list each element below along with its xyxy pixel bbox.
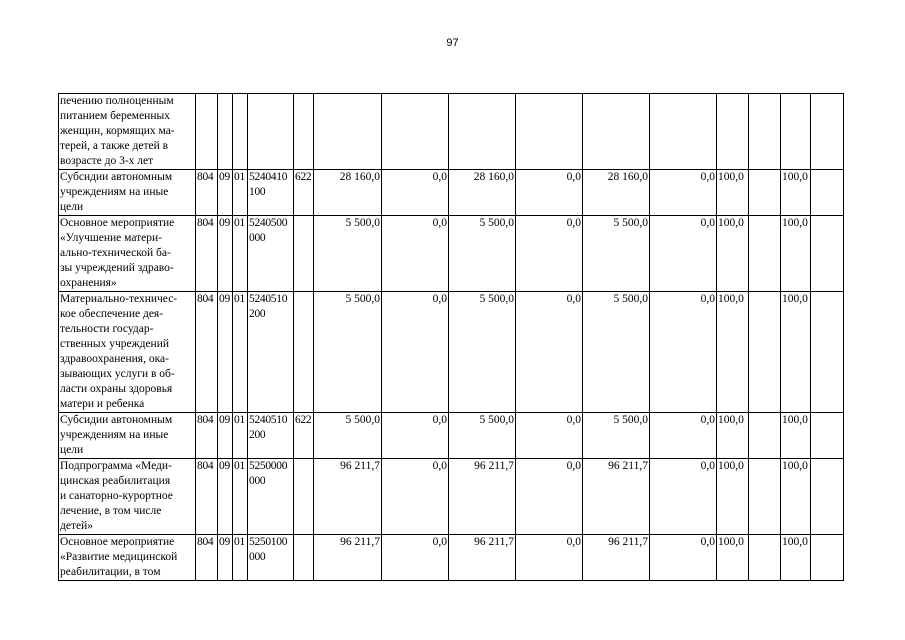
cell-amount-1: 96 211,7 xyxy=(314,535,382,581)
cell-name: Основное мероприятие «Развитие медицинской реабилитации, в том xyxy=(59,535,196,581)
cell-amount-3: 28 160,0 xyxy=(449,170,516,216)
cell-amount-1: 28 160,0 xyxy=(314,170,382,216)
table-row xyxy=(59,535,844,581)
table-row xyxy=(59,413,844,459)
table-row xyxy=(59,94,844,170)
cell-csr: 5240510 200 xyxy=(248,292,294,413)
cell-rz: 09 xyxy=(218,170,233,216)
cell-empty xyxy=(749,413,781,459)
cell-amount-5: 5 500,0 xyxy=(583,413,650,459)
cell-amount-6: 0,0 xyxy=(650,459,717,535)
cell-percent-1: 100,0 xyxy=(717,292,749,413)
cell-percent-2 xyxy=(781,94,811,170)
cell-empty xyxy=(749,535,781,581)
cell-amount-3: 5 500,0 xyxy=(449,413,516,459)
cell-name: Подпрограмма «Меди- цинская реабилитация и санаторно-курортное лечение, в том числе детей» xyxy=(59,459,196,535)
cell-rz: 09 xyxy=(218,413,233,459)
cell-amount-6: 0,0 xyxy=(650,535,717,581)
cell-ved: 804 xyxy=(196,413,218,459)
cell-vr xyxy=(294,459,314,535)
cell-amount-2: 0,0 xyxy=(382,216,449,292)
cell-percent-2: 100,0 xyxy=(781,413,811,459)
cell-csr: 5240510 200 xyxy=(248,413,294,459)
cell-vr: 622 xyxy=(294,413,314,459)
cell-pr: 01 xyxy=(233,413,248,459)
table-row xyxy=(59,170,844,216)
cell-percent-1: 100,0 xyxy=(717,216,749,292)
cell-empty xyxy=(749,216,781,292)
cell-percent-1: 100,0 xyxy=(717,170,749,216)
cell-name: Субсидии автономным учреждениям на иные цели xyxy=(59,170,196,216)
table-row xyxy=(59,216,844,292)
cell-empty xyxy=(811,170,844,216)
cell-ved: 804 xyxy=(196,292,218,413)
cell-empty xyxy=(811,459,844,535)
cell-pr xyxy=(233,94,248,170)
cell-percent-1: 100,0 xyxy=(717,413,749,459)
cell-vr xyxy=(294,535,314,581)
cell-name: Основное мероприятие «Улучшение матери- ально-технической ба- зы учреждений здраво- охранения» xyxy=(59,216,196,292)
cell-vr: 622 xyxy=(294,170,314,216)
cell-empty xyxy=(749,170,781,216)
cell-amount-3: 96 211,7 xyxy=(449,459,516,535)
cell-amount-1: 5 500,0 xyxy=(314,216,382,292)
cell-ved xyxy=(196,94,218,170)
cell-empty xyxy=(811,292,844,413)
cell-pr: 01 xyxy=(233,459,248,535)
cell-csr xyxy=(248,94,294,170)
cell-amount-3: 5 500,0 xyxy=(449,292,516,413)
cell-vr xyxy=(294,292,314,413)
cell-rz: 09 xyxy=(218,292,233,413)
budget-table xyxy=(58,93,844,581)
cell-csr: 5240410 100 xyxy=(248,170,294,216)
cell-ved: 804 xyxy=(196,170,218,216)
cell-csr: 5250000 000 xyxy=(248,459,294,535)
cell-percent-2: 100,0 xyxy=(781,216,811,292)
cell-amount-3: 5 500,0 xyxy=(449,216,516,292)
cell-amount-2: 0,0 xyxy=(382,292,449,413)
cell-amount-1: 5 500,0 xyxy=(314,292,382,413)
cell-ved: 804 xyxy=(196,535,218,581)
cell-name: Субсидии автономным учреждениям на иные цели xyxy=(59,413,196,459)
cell-amount-6: 0,0 xyxy=(650,292,717,413)
page-number: 97 xyxy=(446,37,459,49)
cell-empty xyxy=(811,216,844,292)
cell-amount-2: 0,0 xyxy=(382,535,449,581)
cell-amount-1 xyxy=(314,94,382,170)
cell-name: Материально-техничес- кое обеспечение дея- тельности государ- ственных учреждений здравоохранения, ока- зывающих услуги в об- ласти охраны здоровья матери и ребенка xyxy=(59,292,196,413)
cell-amount-2: 0,0 xyxy=(382,170,449,216)
cell-amount-3: 96 211,7 xyxy=(449,535,516,581)
cell-pr: 01 xyxy=(233,535,248,581)
cell-pr: 01 xyxy=(233,216,248,292)
cell-amount-5: 96 211,7 xyxy=(583,459,650,535)
cell-rz: 09 xyxy=(218,216,233,292)
cell-amount-4: 0,0 xyxy=(516,170,583,216)
table-row xyxy=(59,292,844,413)
cell-percent-2: 100,0 xyxy=(781,170,811,216)
cell-pr: 01 xyxy=(233,170,248,216)
cell-amount-3 xyxy=(449,94,516,170)
cell-percent-1 xyxy=(717,94,749,170)
cell-empty xyxy=(811,535,844,581)
cell-rz xyxy=(218,94,233,170)
cell-amount-6: 0,0 xyxy=(650,170,717,216)
cell-amount-2: 0,0 xyxy=(382,413,449,459)
cell-empty xyxy=(811,94,844,170)
cell-amount-4: 0,0 xyxy=(516,292,583,413)
cell-amount-4: 0,0 xyxy=(516,459,583,535)
cell-empty xyxy=(749,292,781,413)
cell-amount-5: 5 500,0 xyxy=(583,292,650,413)
cell-name: печению полноценным питанием беременных женщин, кормящих ма- терей, а также детей в возрасте до 3-х лет xyxy=(59,94,196,170)
cell-amount-4: 0,0 xyxy=(516,535,583,581)
cell-amount-4: 0,0 xyxy=(516,216,583,292)
cell-percent-2: 100,0 xyxy=(781,292,811,413)
cell-rz: 09 xyxy=(218,459,233,535)
cell-amount-5 xyxy=(583,94,650,170)
cell-rz: 09 xyxy=(218,535,233,581)
cell-amount-5: 28 160,0 xyxy=(583,170,650,216)
cell-amount-4 xyxy=(516,94,583,170)
cell-pr: 01 xyxy=(233,292,248,413)
cell-amount-6: 0,0 xyxy=(650,413,717,459)
cell-ved: 804 xyxy=(196,459,218,535)
cell-empty xyxy=(749,94,781,170)
cell-amount-1: 96 211,7 xyxy=(314,459,382,535)
cell-csr: 5240500 000 xyxy=(248,216,294,292)
cell-percent-1: 100,0 xyxy=(717,459,749,535)
cell-ved: 804 xyxy=(196,216,218,292)
cell-empty xyxy=(749,459,781,535)
cell-amount-2 xyxy=(382,94,449,170)
cell-amount-5: 96 211,7 xyxy=(583,535,650,581)
cell-percent-1: 100,0 xyxy=(717,535,749,581)
cell-amount-5: 5 500,0 xyxy=(583,216,650,292)
cell-csr: 5250100 000 xyxy=(248,535,294,581)
cell-amount-4: 0,0 xyxy=(516,413,583,459)
cell-amount-6 xyxy=(650,94,717,170)
cell-percent-2: 100,0 xyxy=(781,459,811,535)
cell-amount-2: 0,0 xyxy=(382,459,449,535)
cell-percent-2: 100,0 xyxy=(781,535,811,581)
cell-amount-6: 0,0 xyxy=(650,216,717,292)
cell-empty xyxy=(811,413,844,459)
cell-amount-1: 5 500,0 xyxy=(314,413,382,459)
cell-vr xyxy=(294,94,314,170)
table-row xyxy=(59,459,844,535)
cell-vr xyxy=(294,216,314,292)
